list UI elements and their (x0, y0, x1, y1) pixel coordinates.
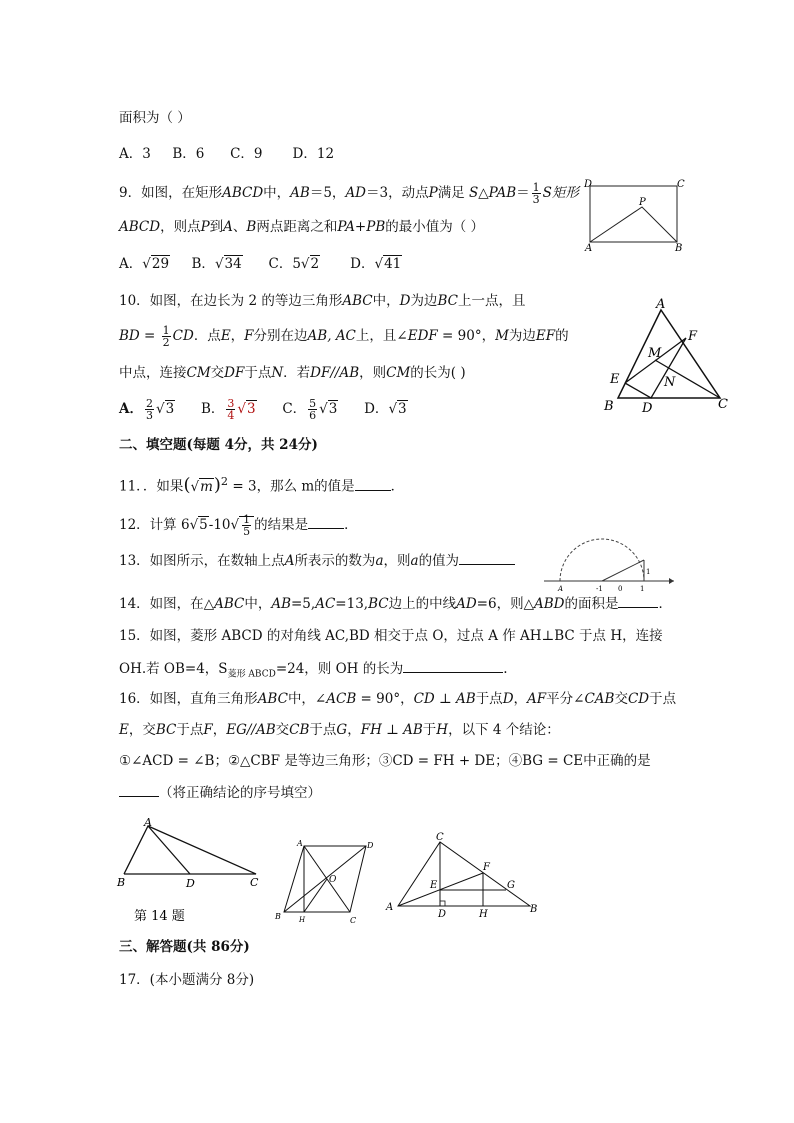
q13-text: 所表示的数为 (294, 553, 376, 569)
q13-arc (560, 539, 644, 581)
q10-a-num: 2 (145, 397, 153, 410)
q10-option-d-sqrt: √3 (388, 401, 407, 417)
q10-label-e: E (610, 372, 620, 387)
q16-text: 于点 (309, 722, 337, 738)
q9-option-c-label: C．5 (268, 256, 301, 272)
q10-var: ABC (342, 293, 373, 309)
q12-sqrt: √5 (189, 517, 208, 533)
fig14-label-c: C (250, 876, 259, 889)
q8-option-a: A．3 (119, 146, 151, 162)
fig16-label-h: H (479, 909, 488, 920)
q10-var: CD (172, 328, 194, 344)
q14-var: AC (315, 596, 336, 612)
q16-var: EG//AB (226, 722, 276, 738)
q9-text: ＝5， (309, 185, 346, 201)
q10-var: CM (386, 365, 411, 381)
q16-text: 于点 (649, 691, 677, 707)
q10-option-b-frac (226, 398, 235, 421)
q12-line (119, 514, 358, 537)
q9-options (119, 255, 402, 273)
q16-text: ， (513, 691, 528, 707)
q10-a-rad: 3 (165, 401, 175, 417)
q9-label-p: P (639, 197, 646, 208)
q10-option-c-label: C． (282, 401, 307, 417)
q10-text: 交 (210, 365, 225, 381)
q10-text: 的长为( ) (410, 365, 466, 381)
q10-var: EF (535, 328, 556, 344)
q10-text: 中点，连接 (119, 365, 187, 381)
q16-line1 (119, 690, 676, 708)
q11-rad: m (200, 478, 213, 495)
q10-label-d: D (642, 401, 653, 416)
q10-var: BD (119, 328, 140, 344)
fig14-median (148, 826, 190, 874)
q16-line4 (119, 784, 321, 802)
q14-text: =6，则 (476, 596, 524, 612)
q9-label-b: B (675, 243, 683, 254)
fig16-label-b: B (530, 904, 538, 915)
q13-text: ，则 (383, 553, 411, 569)
q16-text: 于点 (475, 691, 503, 707)
q13-label-0: 0 (618, 585, 623, 593)
q10-text: ， (230, 328, 245, 344)
q9-option-d-sqrt: √41 (374, 256, 402, 272)
q9-var: ABCD (222, 185, 264, 201)
q10-b-num: 3 (227, 397, 235, 410)
q10-options (119, 398, 408, 421)
q12-text: -10 (208, 517, 231, 533)
q9-var: PA+PB (337, 219, 386, 235)
q16-var: ABC (257, 691, 288, 707)
fig15-label-a: A (297, 839, 303, 848)
q16-text: ，以下 4 个结论： (448, 722, 560, 738)
fig16 (382, 828, 544, 924)
q9-frac-num: 1 (532, 181, 540, 194)
q9-option-a-label: A． (119, 256, 143, 272)
q10-text: 中， (372, 293, 400, 309)
q10-text: 分别在边 (253, 328, 308, 344)
fig16-triangle (398, 842, 530, 906)
q12-text: ． (344, 517, 358, 533)
q13-label-1-up: 1 (646, 568, 651, 576)
q9-option-d-rad: 41 (384, 256, 402, 272)
q14-text: 的面积是 (564, 596, 619, 612)
q10-text: 为边 (508, 328, 536, 344)
q10-figure (600, 296, 735, 418)
q8-tail-text: 面积为（ ） (119, 110, 191, 126)
q13-arrow (669, 578, 674, 584)
q16-text: （将正确结论的序号填空） (159, 785, 321, 801)
q16-var: D (502, 691, 514, 707)
q10-b-rad: 3 (246, 401, 256, 417)
q13-label-m1: -1 (596, 585, 603, 593)
fig14-label-a: A (144, 816, 152, 829)
q15-answer-blank[interactable] (403, 672, 503, 673)
q9-var: ABCD (119, 219, 161, 235)
q9-text: 9．如图，在矩形 (119, 185, 223, 201)
fig16-right-angle (440, 901, 445, 906)
q16-text: 16．如图，直角三角形 (119, 691, 258, 707)
fig15-diagonal-bd (284, 846, 366, 912)
q10-text: = 90°， (437, 328, 496, 344)
q10-var: F (244, 328, 254, 344)
q11-answer-blank[interactable] (355, 490, 391, 491)
q9-label-d: D (584, 179, 593, 190)
q9-text: ＝3，动点 (366, 185, 429, 201)
fig16-label-c: C (436, 832, 444, 843)
q16-text: ， (212, 722, 227, 738)
q9-var: P (428, 185, 438, 201)
q9-fraction (532, 182, 541, 205)
q10-option-d-label: D． (364, 401, 389, 417)
q16-text: ⊥ (434, 691, 457, 707)
q14-text: =13, (335, 596, 369, 612)
q16-text: 交 (275, 722, 290, 738)
fig16-label-a: A (386, 902, 394, 913)
q10-var: DF//AB (310, 365, 360, 381)
fig15-label-c: C (350, 916, 357, 925)
q16-line2 (119, 721, 560, 739)
q14-var: BC (368, 596, 389, 612)
q9-text: 、 (232, 219, 247, 235)
q13-answer-blank[interactable] (459, 564, 515, 565)
q16-var: CB (289, 722, 310, 738)
q9-text: 中， (263, 185, 291, 201)
fig14-caption: 第 14 题 (134, 909, 185, 924)
q8-option-b: B．6 (172, 146, 205, 162)
q9-frac-den: 3 (532, 193, 540, 206)
q16-text: ， (347, 722, 361, 738)
q9-option-a-sqrt: √29 (142, 256, 170, 272)
q16-text: 于点 (176, 722, 204, 738)
q16-var: ACB (326, 691, 357, 707)
q10-frac-num: 1 (162, 324, 170, 337)
fig15-label-h: H (299, 916, 306, 924)
q11-sqrt: √m (190, 478, 213, 495)
q9-label-c: C (677, 179, 685, 190)
q16-text: = 90°， (356, 691, 414, 707)
q10-option-c-frac (308, 398, 317, 421)
q12-frac-num: 1 (243, 513, 251, 526)
q9-area-pab: S△PAB (469, 185, 517, 201)
q10-label-c: C (718, 397, 728, 412)
q9-var: A (223, 219, 233, 235)
q9-text: 两点距离之和 (256, 219, 338, 235)
q10-text: ．若 (283, 365, 311, 381)
q15-text: =24，则 OH 的长为 (275, 661, 404, 677)
fig14 (112, 814, 272, 926)
q10-option-c-sqrt: √3 (319, 401, 338, 417)
q12-frac (242, 514, 251, 537)
q13-line (119, 552, 515, 570)
q16-answer-blank[interactable] (119, 796, 159, 797)
q16-var: FH ⊥ AB (360, 722, 423, 738)
q10-option-b-label: B． (200, 401, 225, 417)
q13-var: a (410, 553, 419, 569)
q16-text: 于 (422, 722, 437, 738)
q16-line3: ①∠ACD = ∠B；②△CBF 是等边三角形；③CD = FH + DE；④BG = CE中正确的是 (119, 753, 651, 769)
q11-text: = 3，那么 m的值是 (228, 478, 355, 495)
q10-fraction (162, 325, 171, 348)
q10-line1 (119, 292, 525, 310)
q16-var: G (336, 722, 348, 738)
q9-option-b-rad: 34 (224, 256, 242, 272)
q10-var: DF (224, 365, 245, 381)
fig15-label-o: O (329, 875, 337, 885)
q9-option-c-sqrt: √2 (300, 256, 320, 272)
q12-sqrt-frac: √ $\frac{1}{5}$ (231, 514, 255, 537)
q14-text: 14．如图，在 (119, 596, 204, 612)
q15-sub: 菱形 ABCD (227, 669, 276, 680)
q10-var: AB, (307, 328, 332, 344)
q9-var: AB (290, 185, 310, 201)
q11-paren: ( (183, 474, 191, 496)
q10-var: CM (186, 365, 211, 381)
q12-text: 12．计算 6 (119, 517, 190, 533)
q16-text: 中，∠ (287, 691, 327, 707)
q14-answer-blank[interactable] (618, 607, 658, 608)
q16-var: AF (527, 691, 547, 707)
q12-frac-den: 5 (243, 525, 251, 538)
q14-text: ． (658, 596, 672, 612)
q10-text: 的 (555, 328, 569, 344)
q9-option-a-rad: 29 (151, 256, 170, 272)
fig16-label-e: E (430, 880, 438, 891)
q9-option-d-label: D． (350, 256, 375, 272)
q9-var: B (246, 219, 257, 235)
q10-label-n: N (664, 375, 676, 390)
fig14-label-b: B (117, 876, 126, 889)
fig15 (270, 834, 380, 930)
q9-area-rect: S矩形 (542, 185, 579, 201)
q9-text: 满足 (437, 185, 465, 201)
q14-var: ABC (214, 596, 245, 612)
q14-line: 14．如图，在△ABC中，AB=5,AC=13,BC边上的中线AD=6，则△ABD的面积是 ． (119, 596, 672, 612)
q11-text: ． (390, 478, 405, 495)
q9-option-c-rad: 2 (310, 256, 320, 272)
q8-option-c: C．9 (230, 146, 263, 162)
q15-line2 (119, 660, 508, 684)
q10-text: 于点 (244, 365, 272, 381)
q9-var: P (200, 219, 210, 235)
fig16-label-g: G (507, 880, 515, 891)
fig16-label-d: D (438, 909, 447, 920)
q10-c-num: 5 (309, 397, 317, 410)
fig14-label-d: D (186, 877, 195, 890)
q9-text: ，则点 (160, 219, 201, 235)
q16-var: BC (155, 722, 177, 738)
q10-label-f: F (688, 329, 698, 344)
q10-text: 上一点，且 (457, 293, 526, 309)
q11-paren: ) (213, 474, 221, 496)
q15-line1: 15．如图，菱形 ABCD 的对角线 AC,BD 相交于点 O，过点 A 作 AH⊥BC 于点 H，连接 (119, 628, 663, 644)
q10-label-a: A (656, 297, 666, 312)
q12-answer-blank[interactable] (308, 528, 344, 529)
q13-hyp (602, 560, 644, 581)
fig15-oh (304, 879, 327, 912)
q16-var: CD (413, 691, 435, 707)
q9-line2 (119, 218, 484, 236)
q16-text: 交 (614, 691, 628, 707)
q15-text: OH.若 OB=4，S (119, 661, 228, 677)
q16-text: 平分∠ (546, 691, 585, 707)
q14-text: 边上的中线 (388, 596, 457, 612)
q16-var: E (119, 722, 129, 738)
q10-line3 (119, 364, 466, 382)
q10-var: EDF (407, 328, 438, 344)
q13-label-1: 1 (640, 585, 645, 593)
q10-var: M (495, 328, 509, 344)
q10-text: 10．如图，在边长为 2 的等边三角形 (119, 293, 343, 309)
q16-var: AB (456, 691, 476, 707)
q9-triangle (590, 207, 677, 242)
section-2-heading: 二、填空题(每题 4分，共 24分) (119, 437, 318, 453)
q10-d-rad: 3 (398, 401, 407, 417)
q9-label-a: A (585, 243, 593, 254)
q14-var: ABD (533, 596, 565, 612)
q14-text: 中， (244, 596, 272, 612)
q10-var: D (399, 293, 411, 309)
q9-eq: ＝ (516, 185, 530, 201)
q16-var: CAB (584, 691, 615, 707)
fig16-label-f: F (483, 862, 490, 873)
q10-eq: = (139, 328, 160, 344)
q10-text: 上，且∠ (355, 328, 408, 344)
q10-label-m: M (648, 346, 662, 361)
q13-figure (538, 526, 678, 596)
q10-option-a-frac (145, 398, 154, 421)
fig15-label-b: B (275, 912, 281, 921)
q10-label-b: B (604, 399, 614, 414)
q10-var: AC (335, 328, 356, 344)
q10-text: ．点 (193, 328, 221, 344)
q12-text: 的结果是 (254, 517, 309, 533)
q13-var: A (284, 553, 295, 569)
q15-text: . (503, 661, 508, 677)
q9-option-b-label: B． (191, 256, 215, 272)
fig15-label-d: D (367, 841, 374, 850)
q13-text: 13．如图所示，在数轴上点 (119, 553, 285, 569)
fig14-triangle (124, 826, 256, 874)
q10-a-den: 3 (145, 409, 153, 422)
q16-var: F (203, 722, 213, 738)
q9-var: AD (345, 185, 367, 201)
q13-label-a: A (558, 585, 564, 593)
q10-text: 为边 (410, 293, 438, 309)
q11-sup: 2 (220, 475, 229, 488)
q10-option-a-sqrt: √3 (155, 401, 175, 417)
q8-option-d: D．12 (292, 146, 335, 162)
q10-c-den: 6 (309, 409, 317, 422)
q10-b-den: 4 (227, 409, 235, 422)
q10-var: E (220, 328, 231, 344)
q16-text: ，交 (128, 722, 156, 738)
q12-rad: 5 (199, 517, 208, 533)
q10-text: ，则 (359, 365, 387, 381)
q9-line1 (119, 182, 579, 205)
q8-options (119, 145, 334, 163)
q10-c-rad: 3 (328, 401, 338, 417)
q16-var: H (436, 722, 449, 738)
section-3-heading: 三、解答题(共 86分) (119, 939, 250, 955)
q13-text: 的值为 (418, 553, 460, 569)
q13-var: a (375, 553, 384, 569)
q14-var: AD (456, 596, 477, 612)
q10-option-a-label: A． (119, 401, 143, 417)
q10-option-b-sqrt: √3 (237, 401, 256, 417)
q9-text: 到 (209, 219, 224, 235)
q9-option-b-sqrt: √34 (214, 256, 242, 272)
q11-line (119, 473, 404, 496)
q9-figure (580, 176, 690, 256)
q17-heading: 17．(本小题满分 8分) (119, 972, 255, 988)
q16-var: CD (627, 691, 650, 707)
q14-var: AB (271, 596, 291, 612)
q10-var: BC (437, 293, 458, 309)
q10-var: N (271, 365, 284, 381)
q11-text: 11．．如果 (119, 478, 184, 495)
q10-frac-den: 2 (162, 336, 170, 349)
q14-text: =5, (291, 596, 316, 612)
q10-line2 (119, 325, 569, 348)
q9-text: 的最小值为（ ） (385, 219, 485, 235)
